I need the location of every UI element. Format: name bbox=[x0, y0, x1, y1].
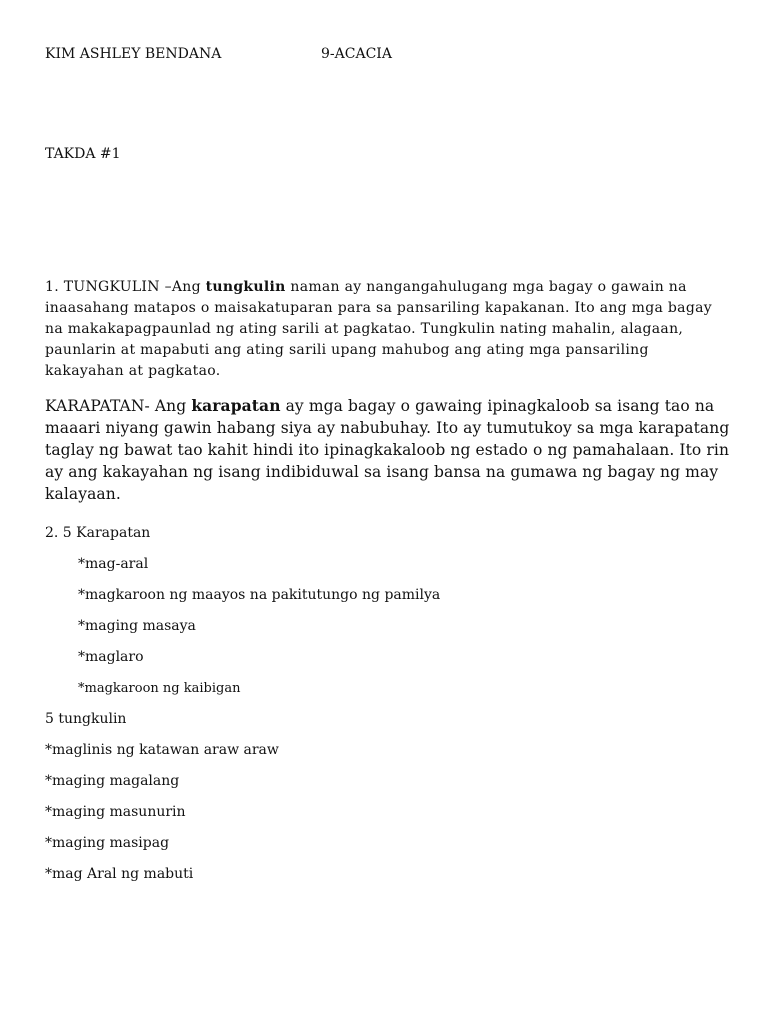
karapatan-heading: 2. 5 Karapatan bbox=[45, 525, 151, 541]
tungkulin-item: *mag Aral ng mabuti bbox=[45, 866, 194, 882]
tungkulin-definition bbox=[45, 277, 725, 382]
class-section: 9-ACACIA bbox=[321, 46, 392, 62]
tungkulin-body: naman ay nangangahulugang mga bagay o gawain na inaasahang matapos o maisakatuparan para sa pansariling kapakanan. Ito ang mga bagay na makakapagpaunlad ng ating sarili at pagkatao. Tungkulin nating mahalin, alagaan, paunlarin at mapabuti ang ating sarili upang mahubog ang ating mga pansariling kakayahan at pagkatao. bbox=[45, 279, 712, 379]
tungkulin-term: tungkulin bbox=[205, 279, 286, 295]
karapatan-item: *maging masaya bbox=[78, 618, 196, 634]
tungkulin-item: *maging masunurin bbox=[45, 804, 186, 820]
karapatan-prefix: KARAPATAN- Ang bbox=[45, 397, 192, 415]
karapatan-term: karapatan bbox=[191, 396, 281, 415]
karapatan-body: ay mga bagay o gawaing ipinagkaloob sa isang tao na maaari niyang gawin habang siya ay nabubuhay. Ito ay tumutukoy sa mga karapatang taglay ng bawat tao kahit hindi ito ipinagkakaloob ng estado o ng pamahalaan. Ito rin ay ang kakayahan ng isang indibiduwal sa isang bansa na gumawa ng bagay ng may kalayaan. bbox=[45, 397, 730, 503]
tungkulin-item: *maging magalang bbox=[45, 773, 180, 789]
karapatan-item: *magkaroon ng kaibigan bbox=[78, 681, 241, 696]
tungkulin-item: *maging masipag bbox=[45, 835, 170, 851]
tungkulin-heading: 5 tungkulin bbox=[45, 711, 127, 727]
karapatan-item: *mag-aral bbox=[78, 556, 149, 572]
karapatan-item: *maglaro bbox=[78, 649, 144, 665]
karapatan-definition bbox=[45, 395, 735, 505]
assignment-title: TAKDA #1 bbox=[45, 146, 121, 162]
student-name: KIM ASHLEY BENDANA bbox=[45, 46, 222, 62]
tungkulin-item: *maglinis ng katawan araw araw bbox=[45, 742, 279, 758]
karapatan-item: *magkaroon ng maayos na pakitutungo ng pamilya bbox=[78, 587, 441, 603]
tungkulin-prefix: 1. TUNGKULIN –Ang bbox=[45, 279, 206, 295]
